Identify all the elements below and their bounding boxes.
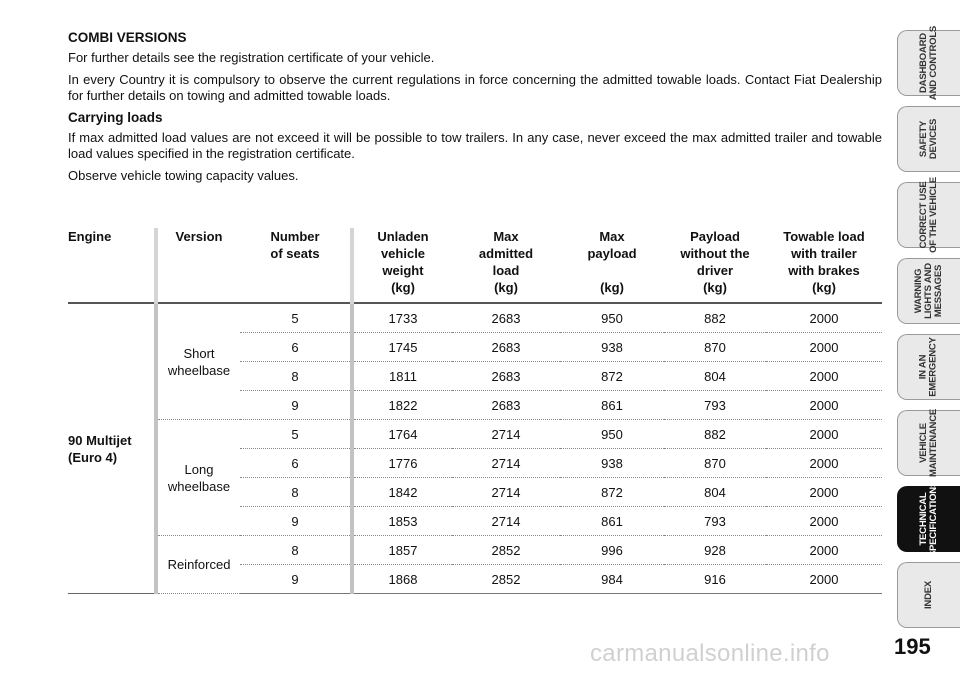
chapter-tab[interactable] bbox=[897, 106, 960, 172]
table-cell: 882 bbox=[664, 303, 766, 333]
header-unladen-weight: Unladen vehicle weight (kg) bbox=[352, 228, 452, 303]
table-cell: 1811 bbox=[352, 362, 452, 391]
table-cell: 2000 bbox=[766, 449, 882, 478]
header-max-admitted-load: Max admitted load (kg) bbox=[452, 228, 560, 303]
table-cell: 793 bbox=[664, 391, 766, 420]
table-cell: 2683 bbox=[452, 333, 560, 362]
table-cell: 2714 bbox=[452, 420, 560, 449]
table-cell: 861 bbox=[560, 391, 664, 420]
table-cell: 1776 bbox=[352, 449, 452, 478]
table-cell: 6 bbox=[240, 333, 352, 362]
table-cell: 928 bbox=[664, 536, 766, 565]
table-body bbox=[68, 303, 882, 594]
table-cell: 2683 bbox=[452, 391, 560, 420]
chapter-tab[interactable] bbox=[897, 177, 960, 253]
chapter-tab[interactable] bbox=[897, 334, 960, 400]
table-cell: 2000 bbox=[766, 391, 882, 420]
header-payload-without-driver: Payload without the driver (kg) bbox=[664, 228, 766, 303]
chapter-tab-label: CORRECT USE OF THE VEHICLE bbox=[918, 177, 940, 253]
table-cell: 9 bbox=[240, 565, 352, 594]
table-cell: 870 bbox=[664, 333, 766, 362]
table-cell: 872 bbox=[560, 478, 664, 507]
table-cell: 882 bbox=[664, 420, 766, 449]
section-title: COMBI VERSIONS bbox=[68, 30, 187, 45]
table-cell: 1857 bbox=[352, 536, 452, 565]
version-cell: Reinforced bbox=[156, 536, 240, 594]
chapter-tab[interactable] bbox=[897, 410, 960, 476]
chapter-tabs bbox=[897, 25, 960, 638]
header-engine: Engine bbox=[68, 228, 156, 303]
table-cell: 2852 bbox=[452, 536, 560, 565]
chapter-tab[interactable] bbox=[897, 25, 960, 101]
subsection-title: Carrying loads bbox=[68, 110, 163, 125]
table-cell: 8 bbox=[240, 362, 352, 391]
table-cell: 2714 bbox=[452, 507, 560, 536]
chapter-tab-label: IN AN EMERGENCY bbox=[918, 337, 939, 397]
page-number: 195 bbox=[894, 634, 931, 659]
table-cell: 9 bbox=[240, 391, 352, 420]
chapter-tab[interactable] bbox=[897, 258, 960, 324]
table-row bbox=[68, 303, 882, 333]
table-cell: 2000 bbox=[766, 420, 882, 449]
table-cell: 2000 bbox=[766, 507, 882, 536]
paragraph-registration: For further details see the registration certificate of your vehicle. bbox=[68, 50, 435, 65]
table-cell: 870 bbox=[664, 449, 766, 478]
table-cell: 950 bbox=[560, 303, 664, 333]
chapter-tab-label: VEHICLE MAINTENANCE bbox=[918, 409, 939, 477]
table-cell: 804 bbox=[664, 478, 766, 507]
table-cell: 1733 bbox=[352, 303, 452, 333]
table-cell: 1745 bbox=[352, 333, 452, 362]
table-row bbox=[68, 536, 882, 565]
table-cell: 2714 bbox=[452, 478, 560, 507]
paragraph-towing: Observe vehicle towing capacity values. bbox=[68, 168, 299, 183]
table-cell: 2852 bbox=[452, 565, 560, 594]
version-cell: Short wheelbase bbox=[156, 303, 240, 420]
header-seats: Number of seats bbox=[240, 228, 352, 303]
table-cell: 5 bbox=[240, 303, 352, 333]
version-cell: Long wheelbase bbox=[156, 420, 240, 536]
table-cell: 872 bbox=[560, 362, 664, 391]
chapter-tab[interactable] bbox=[897, 562, 960, 628]
table-cell: 916 bbox=[664, 565, 766, 594]
table-cell: 861 bbox=[560, 507, 664, 536]
table-cell: 793 bbox=[664, 507, 766, 536]
table-cell: 1764 bbox=[352, 420, 452, 449]
table-cell: 5 bbox=[240, 420, 352, 449]
paragraph-loads: If max admitted load values are not exceed it will be possible to tow trailers. In any case, never exceed the max admitted trailer and towable load values specified in the registration certificate. bbox=[68, 130, 882, 161]
table-cell: 996 bbox=[560, 536, 664, 565]
engine-cell: 90 Multijet (Euro 4) bbox=[68, 303, 156, 594]
table-cell: 2000 bbox=[766, 362, 882, 391]
chapter-tab-label: TECHNICAL SPECIFICATIONS bbox=[918, 480, 940, 558]
table-cell: 2000 bbox=[766, 478, 882, 507]
chapter-tab-label: WARNING LIGHTS AND MESSAGES bbox=[912, 263, 944, 319]
table-cell: 8 bbox=[240, 478, 352, 507]
table-cell: 950 bbox=[560, 420, 664, 449]
table-cell: 2000 bbox=[766, 565, 882, 594]
header-towable-load: Towable load with trailer with brakes (kg) bbox=[766, 228, 882, 303]
towing-capacity-table bbox=[68, 228, 882, 594]
table-cell: 2000 bbox=[766, 333, 882, 362]
chapter-tab[interactable] bbox=[897, 480, 960, 558]
table-cell: 2683 bbox=[452, 303, 560, 333]
header-version: Version bbox=[156, 228, 240, 303]
table-cell: 984 bbox=[560, 565, 664, 594]
table-cell: 2000 bbox=[766, 536, 882, 565]
table-cell: 2000 bbox=[766, 303, 882, 333]
table-cell: 2683 bbox=[452, 362, 560, 391]
table-cell: 1842 bbox=[352, 478, 452, 507]
paragraph-regulations: In every Country it is compulsory to observe the current regulations in force concerning the admitted towable loads. Contact Fiat Dealership for further details on towing and admitted towable loads. bbox=[68, 72, 882, 103]
table-cell: 938 bbox=[560, 333, 664, 362]
chapter-tab-label: DASHBOARD AND CONTROLS bbox=[918, 25, 939, 101]
header-max-payload: Max payload (kg) bbox=[560, 228, 664, 303]
table-cell: 1853 bbox=[352, 507, 452, 536]
table-cell: 1868 bbox=[352, 565, 452, 594]
table-cell: 1822 bbox=[352, 391, 452, 420]
table-cell: 9 bbox=[240, 507, 352, 536]
table-cell: 938 bbox=[560, 449, 664, 478]
table-cell: 2714 bbox=[452, 449, 560, 478]
table-cell: 8 bbox=[240, 536, 352, 565]
chapter-tab-label: INDEX bbox=[922, 580, 934, 610]
text-section bbox=[68, 30, 882, 190]
chapter-tab-label: SAFETY DEVICES bbox=[918, 118, 939, 160]
table-cell: 804 bbox=[664, 362, 766, 391]
table-row bbox=[68, 420, 882, 449]
watermark: carmanualsonline.info bbox=[590, 640, 830, 667]
table-cell: 6 bbox=[240, 449, 352, 478]
